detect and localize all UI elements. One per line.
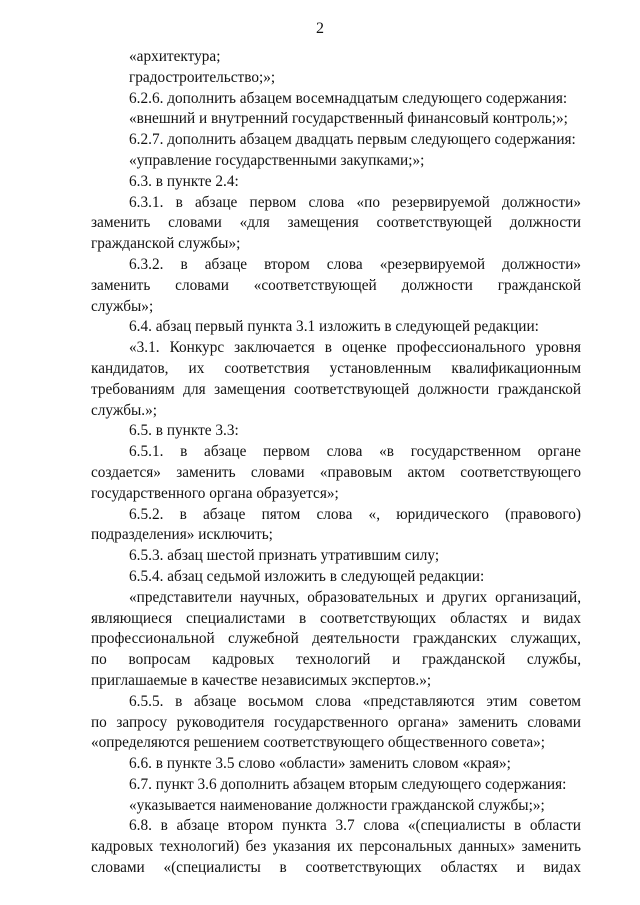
text-line: «определяются решением соответствующего общественного совета»; (91, 734, 546, 752)
text-line: «указывается наименование должности гражданской службы;»; (129, 796, 545, 814)
text-line: 6.5.4. абзац седьмой изложить в следующей редакции: (129, 567, 485, 585)
text-line: 6.2.6. дополнить абзацем восемнадцатым следующего содержания: (129, 89, 568, 107)
document-body (91, 47, 581, 879)
text-line: «3.1. Конкурс заключается в оценке профессионального уровня (129, 339, 582, 357)
text-line: создается» заменить словами «правовым актом соответствующего (91, 463, 582, 481)
text-line: 6.8. в абзаце втором пункта 3.7 слова «(специалисты в области (129, 817, 581, 835)
text-line: по запросу руководителя государственного органа» заменить словами (91, 713, 581, 731)
text-line: 6.5.5. в абзаце восьмом слова «представляются этим советом (129, 692, 581, 710)
text-line: «внешний и внутренний государственный финансовый контроль;»; (129, 110, 568, 128)
text-line: «представители научных, образовательных и других организаций, (129, 588, 582, 606)
text-line: подразделения» исключить; (91, 526, 273, 544)
page-number: 2 (316, 20, 324, 37)
text-line: 6.4. абзац первый пункта 3.1 изложить в следующей редакции: (129, 318, 539, 336)
text-line: 6.5. в пункте 3.3: (129, 422, 239, 440)
text-line: являющиеся специалистами в соответствующих областях и видах (91, 609, 582, 627)
text-line: кандидатов, их соответствия установленным квалификационным (91, 359, 582, 377)
text-line: 6.5.3. абзац шестой признать утратившим силу; (129, 547, 440, 565)
text-line: «архитектура; (129, 48, 221, 65)
text-line: профессиональной служебной деятельности гражданских служащих, (91, 630, 581, 648)
text-line: службы.»; (91, 401, 158, 419)
text-line: 6.3. в пункте 2.4: (129, 172, 239, 190)
text-line: по вопросам кадровых технологий и гражданской службы, (91, 651, 582, 669)
text-line: 6.2.7. дополнить абзацем двадцать первым следующего содержания: (129, 131, 576, 149)
text-line: требованиям для замещения соответствующей должности гражданской (91, 380, 582, 398)
text-line: государственного органа образуется»; (91, 484, 339, 502)
text-line: 6.3.2. в абзаце втором слова «резервируемой должности» (129, 255, 582, 273)
text-line: заменить словами «для замещения соответствующей должности (91, 214, 581, 232)
text-line: 6.6. в пункте 3.5 слово «области» заменить словом «края»; (129, 755, 511, 773)
text-line: «управление государственными закупками;»; (129, 151, 425, 169)
text-line: службы»; (91, 297, 154, 315)
text-line: гражданской службы»; (91, 235, 241, 253)
text-line: кадровых технологий) без указания их персональных данных» заменить (91, 838, 581, 856)
text-line: заменить словами «соответствующей должности гражданской (91, 276, 582, 294)
text-line: градостроительство;»; (129, 68, 276, 86)
text-line: приглашаемые в качестве независимых экспертов.»; (91, 671, 432, 689)
text-line: 6.5.2. в абзаце пятом слова «, юридического (правового) (129, 505, 581, 523)
text-line: словами «(специалисты в соответствующих областях и видах (91, 859, 581, 877)
text-line: 6.5.1. в абзаце первом слова «в государственном органе (129, 443, 581, 461)
text-line: 6.7. пункт 3.6 дополнить абзацем вторым следующего содержания: (129, 775, 567, 793)
text-line: 6.3.1. в абзаце первом слова «по резервируемой должности» (129, 193, 581, 211)
